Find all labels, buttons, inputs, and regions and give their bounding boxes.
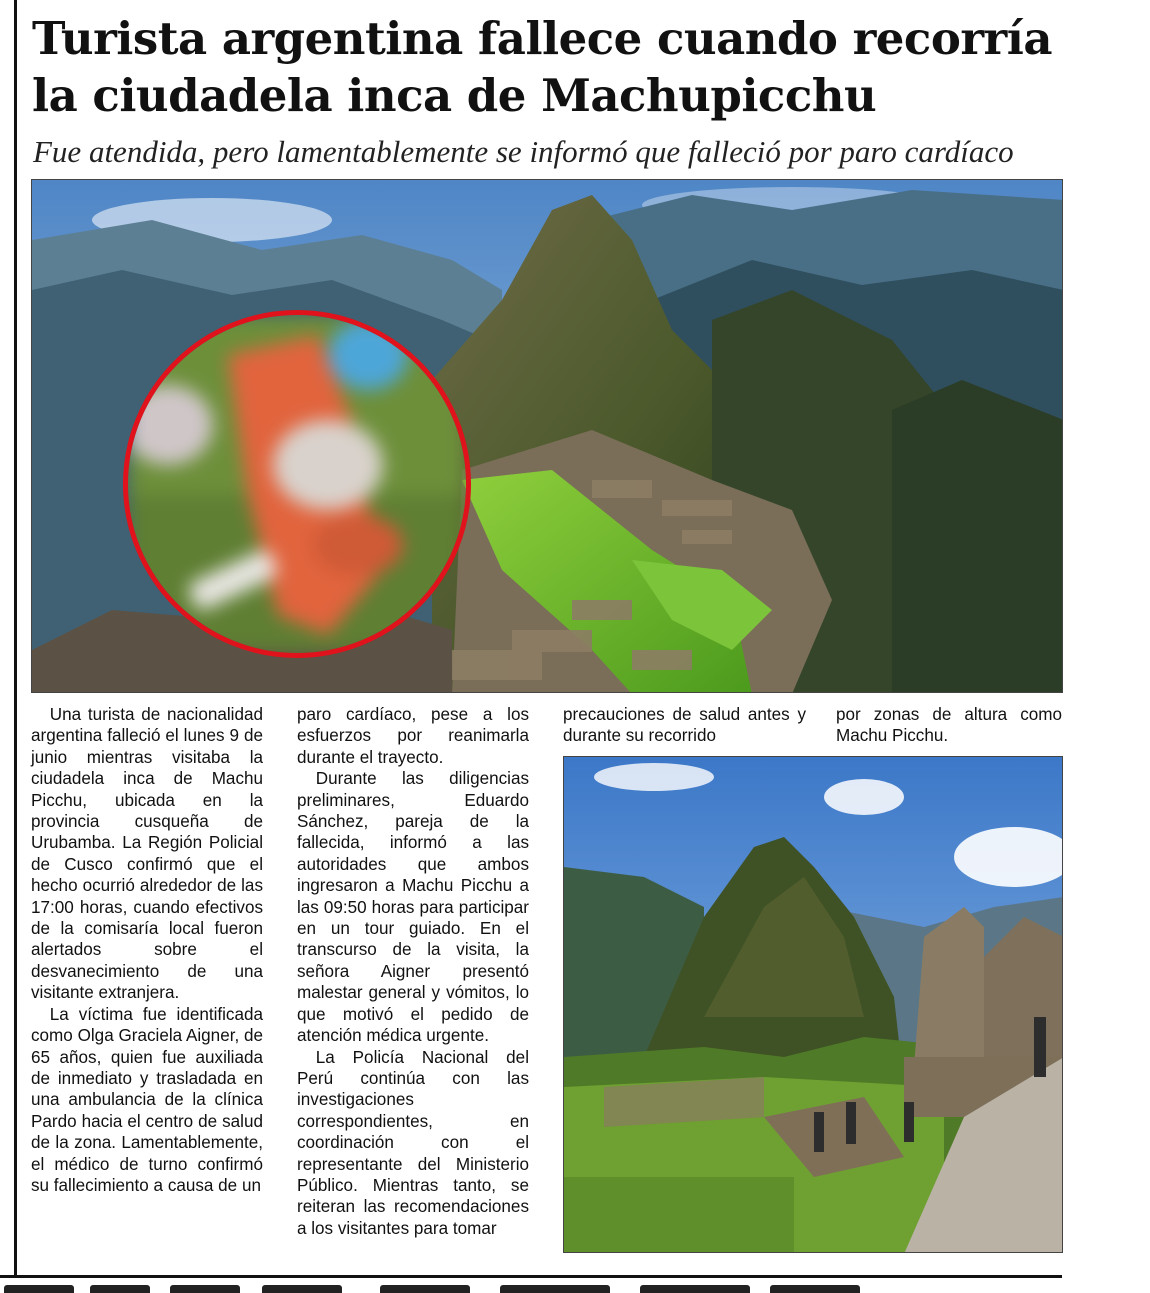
next-headline-cutoff — [0, 1283, 1062, 1293]
body-paragraph: La víctima fue identificada como Olga Graciela Aigner, de 65 años, quien fue auxiliada de inmediato y trasladada en una ambulancia de la clínica Pardo hacia el centro de salud de la zona. Lamentablemente, el médico de turno confirmó su fallecimiento a causa de un — [31, 1004, 263, 1195]
article-column-4 — [836, 704, 1062, 747]
body-paragraph: precauciones de salud antes y durante su recorrido — [563, 705, 806, 746]
secondary-photo-illustration — [564, 757, 1063, 1253]
body-paragraph: La Policía Nacional del Perú continúa con las investigaciones correspondientes, en coordinación con el representante del Ministerio Público. Mientras tanto, se reiteran las recomendaciones a los visitantes para tomar — [297, 1047, 529, 1238]
body-paragraph: Una turista de nacionalidad argentina falleció el lunes 9 de junio mientras visitaba la ciudadela inca de Machu Picchu, ubicada en la provincia cusqueña de Urubamba. La Región Policial de Cusco confirmó que el hecho ocurrió alrededor de las 17:00 horas, cuando efectivos de la comisaría local fueron alertados sobre el desvanecimiento de una visitante extranjera. — [31, 705, 263, 1003]
article-column-1 — [31, 704, 263, 1196]
left-column-rule — [14, 0, 17, 1278]
article-column-2 — [297, 704, 529, 1239]
article-column-3 — [563, 704, 806, 747]
body-paragraph: Durante las diligencias preliminares, Eduardo Sánchez, pareja de la fallecida, informó a las autoridades que ambos ingresaron a Machu Picchu a las 09:50 horas para participar en un tour guiado. En el transcurso de la visita, la señora Aigner presentó malestar general y vómitos, lo que motivó el pedido de atención médica urgente. — [297, 769, 529, 1046]
subheadline: Fue atendida, pero lamentablemente se informó que falleció por paro cardíaco — [33, 134, 1014, 169]
body-paragraph: por zonas de altura como Machu Picchu. — [836, 705, 1062, 746]
inset-blurred-photo — [123, 310, 471, 658]
bottom-rule — [0, 1275, 1062, 1278]
headline: Turista argentina fallece cuando recorría la ciudadela inca de Machupicchu — [32, 12, 1053, 122]
body-paragraph: paro cardíaco, pese a los esfuerzos por reanimarla durante el trayecto. — [297, 705, 529, 767]
inset-photo-illustration — [128, 315, 466, 653]
secondary-photo-ruins — [563, 756, 1063, 1253]
